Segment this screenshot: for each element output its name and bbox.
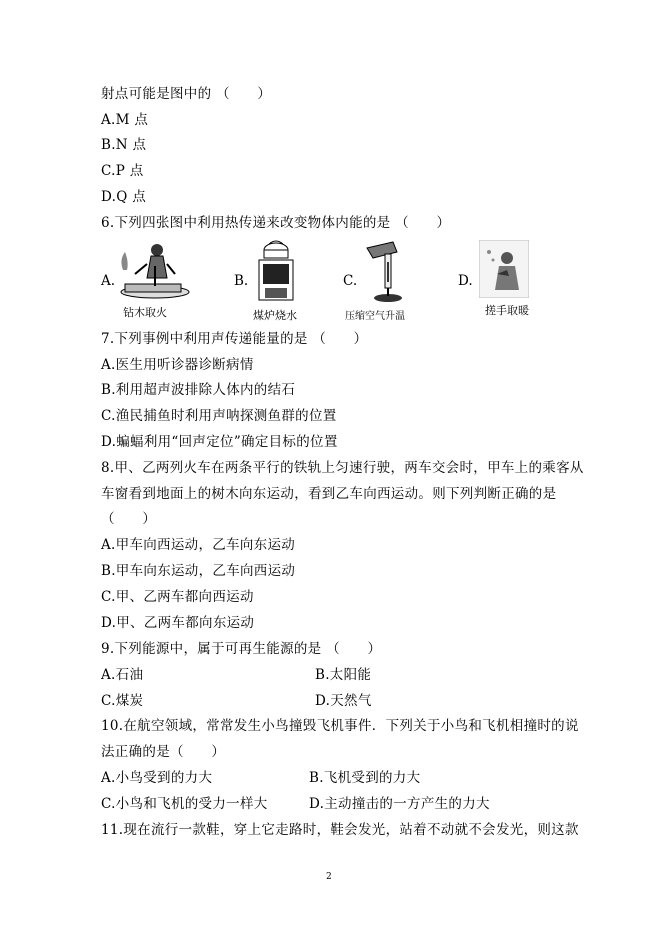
question-10-stem-line-1: 10.在航空领域，常常发生小鸟撞毁飞机事件．下列关于小鸟和飞机相撞时的说	[101, 718, 579, 734]
q5-option-d: D.Q 点	[101, 189, 146, 205]
q8-option-d: D.甲、乙两车都向东运动	[101, 615, 255, 631]
q7-option-a: A.医生用听诊器诊断病情	[101, 357, 254, 373]
q6-option-c-caption: 压缩空气升温	[345, 311, 405, 322]
q5-option-c: C.P 点	[101, 163, 144, 179]
q6-option-a-label: A.	[101, 273, 116, 289]
q7-option-c: C.渔民捕鱼时利用声呐探测鱼群的位置	[101, 408, 337, 424]
question-11-stem-line-1: 11.现在流行一款鞋，穿上它走路时，鞋会发光，站着不动就不会发光，则这款	[101, 822, 579, 838]
rubbing-hands-warm-illustration	[479, 240, 529, 298]
q10-option-c: C.小鸟和飞机的受力一样大	[101, 796, 268, 812]
question-9-stem: 9.下列能源中，属于可再生能源的是 （ ）	[101, 641, 382, 657]
q8-option-a: A.甲车向西运动，乙车向东运动	[101, 537, 296, 553]
q9-option-c: C.煤炭	[101, 693, 144, 709]
q6-option-a-caption: 钻木取火	[123, 306, 167, 319]
q9-option-a: A.石油	[101, 667, 144, 683]
q7-option-b: B.利用超声波排除人体内的结石	[101, 382, 296, 398]
question-5-stem-end: 射点可能是图中的 （ ）	[101, 86, 272, 102]
q10-option-b: B.飞机受到的力大	[309, 770, 421, 786]
coal-stove-kettle-illustration	[251, 240, 301, 306]
compressed-air-syringe-illustration	[363, 240, 413, 306]
q6-option-b-label: B.	[234, 273, 249, 289]
q6-option-b-caption: 煤炉烧水	[253, 309, 297, 322]
drilling-wood-fire-illustration	[115, 240, 191, 302]
question-8-stem-line-1: 8.甲、乙两列火车在两条平行的铁轨上匀速行驶，两车交会时，甲车上的乘客从	[101, 460, 584, 476]
q10-option-a: A.小鸟受到的力大	[101, 770, 213, 786]
question-6-stem: 6.下列四张图中利用热传递来改变物体内能的是 （ ）	[101, 215, 451, 231]
q6-option-d-label: D.	[458, 273, 473, 289]
q6-option-c-label: C.	[343, 273, 358, 289]
q6-image-options	[101, 240, 541, 320]
question-7-stem: 7.下列事例中利用声传递能量的是 （ ）	[101, 331, 368, 347]
page-number: 2	[326, 872, 332, 882]
q8-option-b: B.甲车向东运动，乙车向西运动	[101, 563, 296, 579]
question-8-stem-line-3: （ ）	[101, 511, 157, 527]
q9-option-b: B.太阳能	[315, 667, 372, 683]
q5-option-a: A.M 点	[101, 112, 149, 128]
question-8-stem-line-2: 车窗看到地面上的树木向东运动，看到乙车向西运动。则下列判断正确的是	[101, 486, 557, 502]
q10-option-d: D.主动撞击的一方产生的力大	[309, 796, 490, 812]
q6-option-d-caption: 搓手取暖	[485, 304, 529, 317]
q7-option-d: D.蝙蝠利用“回声定位”确定目标的位置	[101, 434, 338, 450]
question-10-stem-line-2: 法正确的是（ ）	[101, 744, 226, 760]
q8-option-c: C.甲、乙两车都向西运动	[101, 589, 254, 605]
q5-option-b: B.N 点	[101, 137, 147, 153]
q9-option-d: D.天然气	[315, 693, 372, 709]
